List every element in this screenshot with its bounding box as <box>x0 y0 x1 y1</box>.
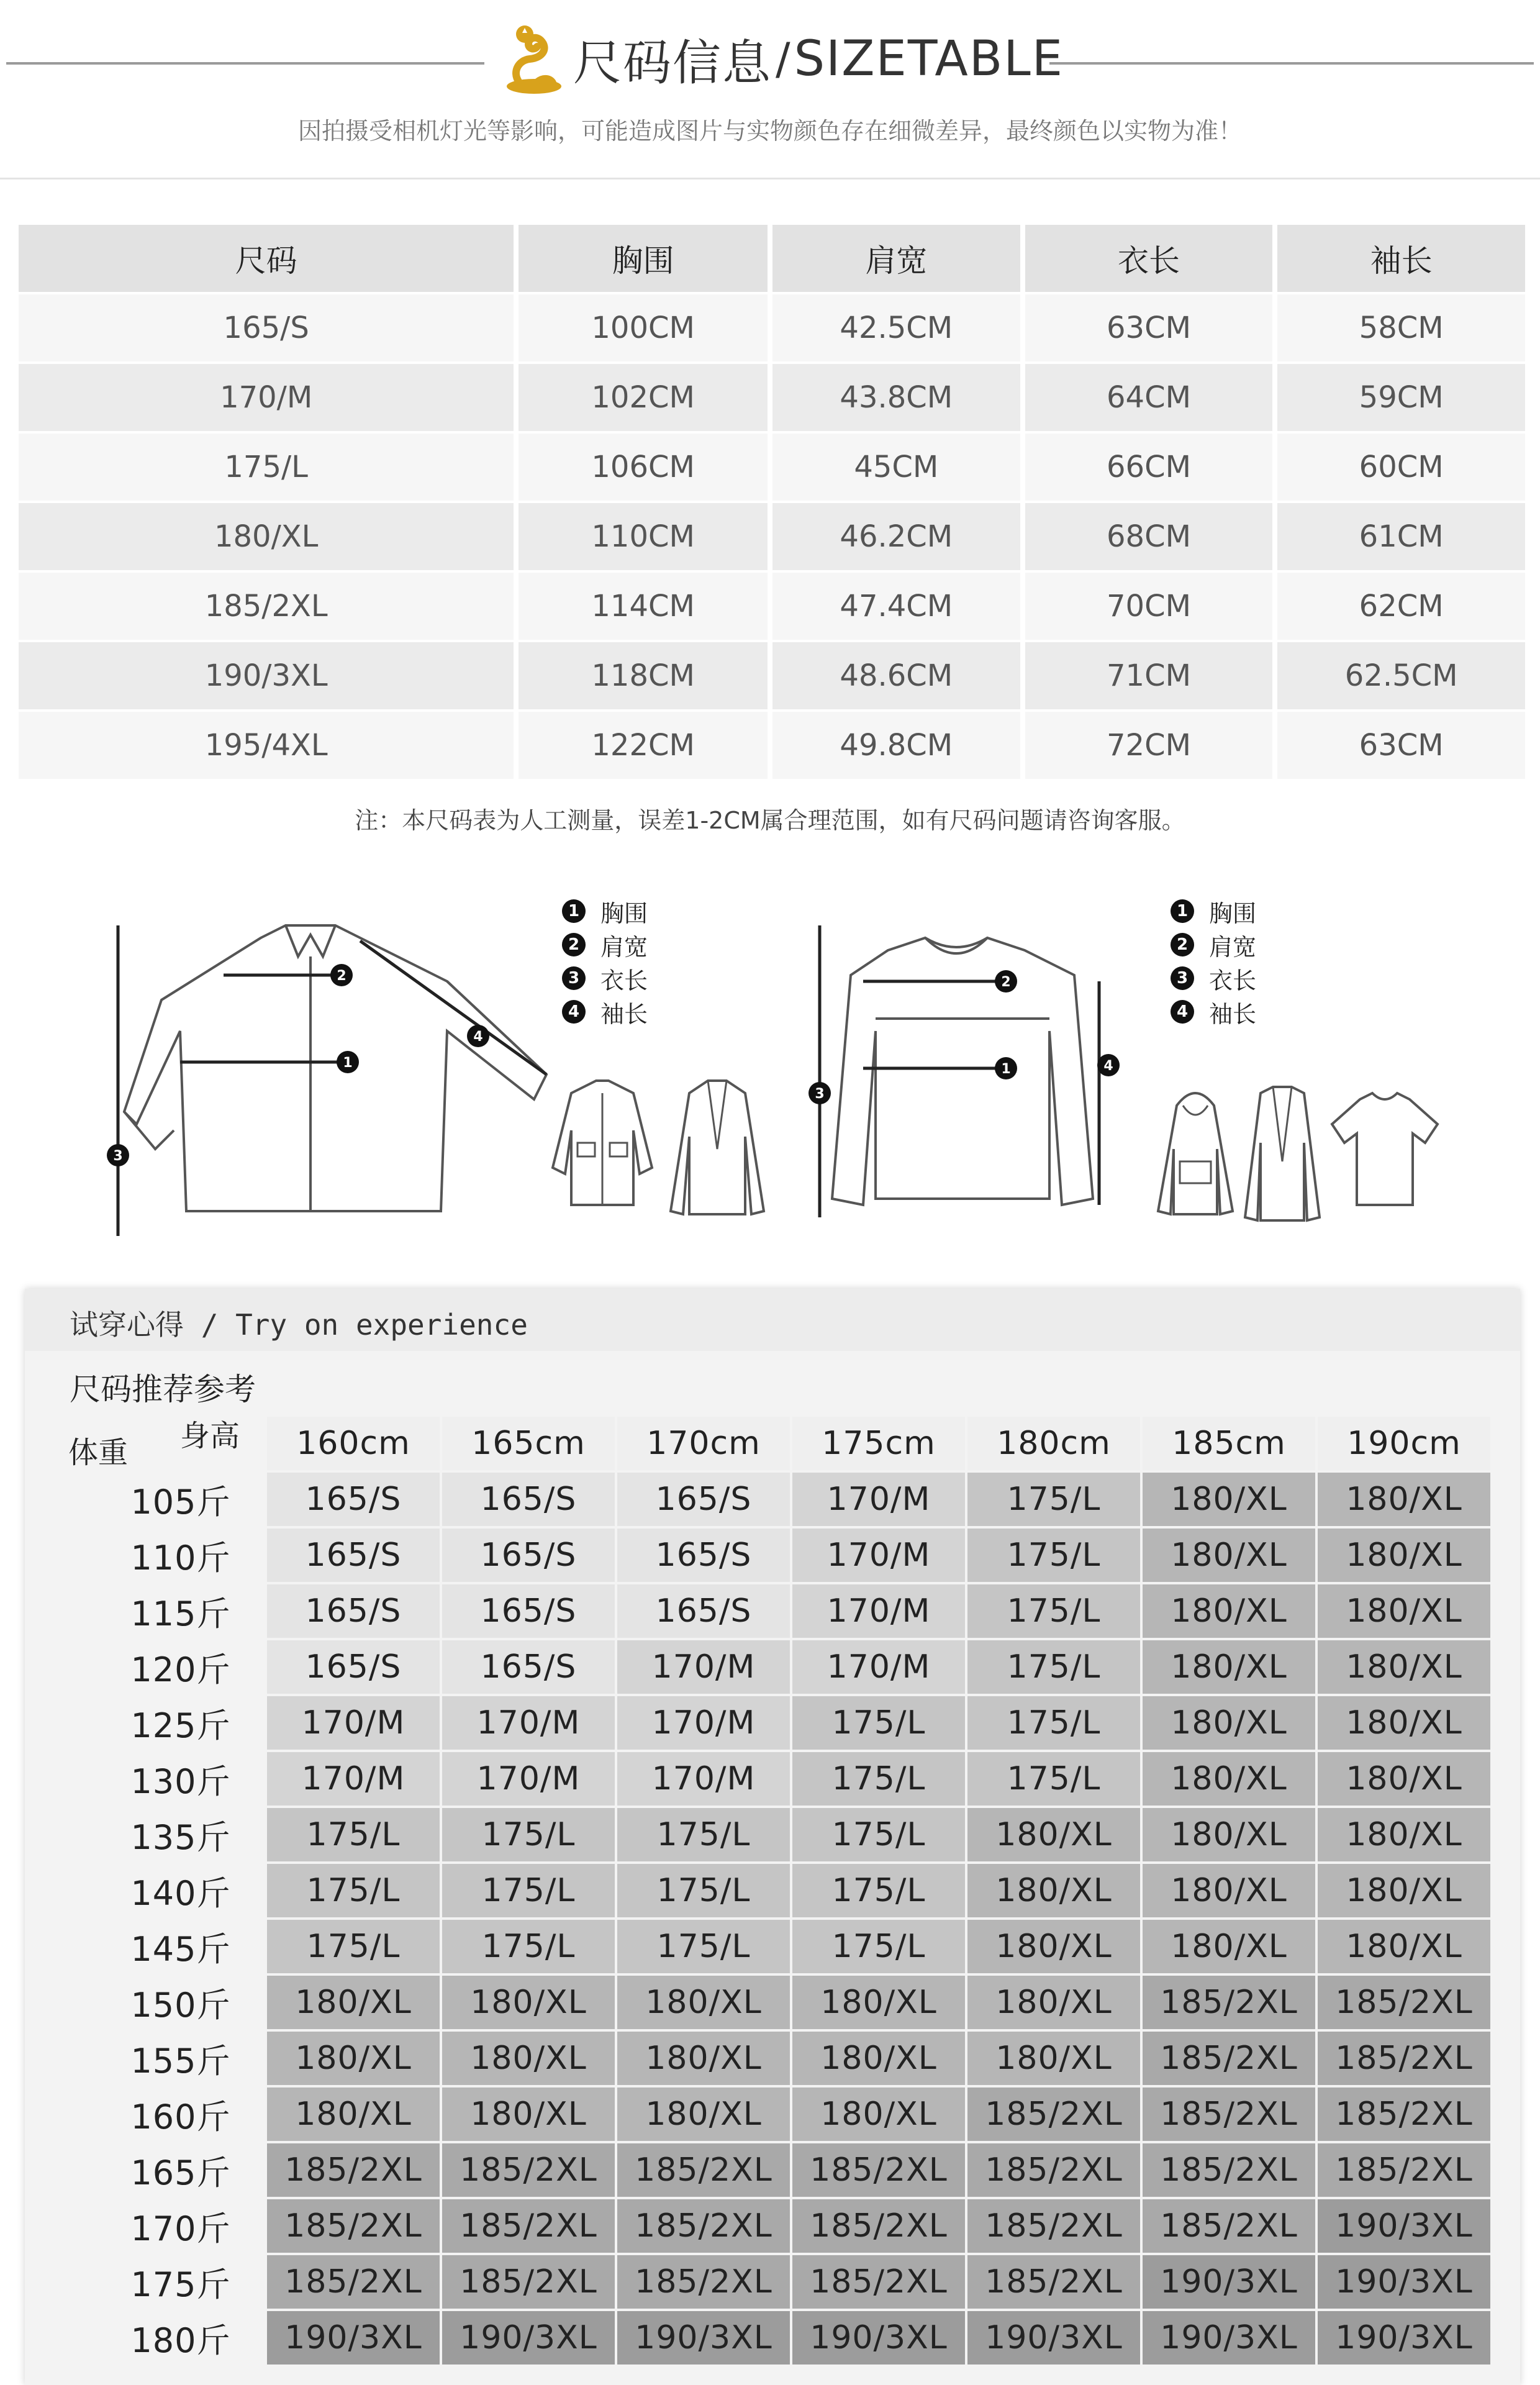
size-recommendation-cell: 175/L <box>442 1920 615 1973</box>
size-recommendation-cell: 185/2XL <box>967 2087 1140 2141</box>
number-4-icon: 4 <box>1171 1000 1194 1024</box>
legend-shirt <box>562 894 648 1029</box>
size-recommendation-cell: 180/XL <box>1318 1920 1490 1973</box>
size-recommendation-cell: 165/S <box>617 1529 790 1582</box>
weight-row-label: 105斤 <box>60 1473 265 1526</box>
size-recommendation-cell: 190/3XL <box>1143 2311 1315 2365</box>
size-recommendation-cell: 180/XL <box>1143 1808 1315 1861</box>
height-column-header: 180cm <box>967 1417 1140 1470</box>
table-cell: 180/XL <box>19 503 514 570</box>
legend-label: 肩宽 <box>1209 933 1257 961</box>
size-recommendation-cell: 170/M <box>267 1752 440 1806</box>
svg-text:3: 3 <box>113 1148 123 1164</box>
size-recommendation-cell: 185/2XL <box>967 2255 1140 2309</box>
size-recommendation-cell: 170/M <box>792 1473 965 1526</box>
table-cell: 100CM <box>519 294 768 361</box>
weight-row-label: 120斤 <box>60 1640 265 1694</box>
size-recommendation-cell: 180/XL <box>267 1976 440 2029</box>
table-row <box>60 2143 1493 2199</box>
size-recommendation-cell: 185/2XL <box>1318 2087 1490 2141</box>
table-cell: 70CM <box>1025 573 1273 640</box>
size-recommendation-cell: 180/XL <box>967 1976 1140 2029</box>
tryon-subtitle: 尺码推荐参考 <box>70 1371 256 1407</box>
size-recommendation-cell: 180/XL <box>442 2087 615 2141</box>
size-recommendation-cell: 180/XL <box>1318 1864 1490 1917</box>
weight-row-label: 135斤 <box>60 1808 265 1861</box>
table-row <box>60 1864 1493 1920</box>
size-recommendation-cell: 180/XL <box>1318 1808 1490 1861</box>
table-cell: 63CM <box>1277 712 1525 779</box>
size-recommendation-cell: 165/S <box>267 1640 440 1694</box>
table-row <box>60 2255 1493 2311</box>
size-recommendation-cell: 170/M <box>617 1752 790 1806</box>
size-recommendation-cell: 175/L <box>792 1808 965 1861</box>
table-row <box>19 712 1525 781</box>
weight-row-label: 115斤 <box>60 1584 265 1638</box>
table-cell: 68CM <box>1025 503 1273 570</box>
table-cell: 170/M <box>19 364 514 431</box>
header-title <box>500 12 1064 106</box>
table-cell: 71CM <box>1025 642 1273 709</box>
table-cell: 62.5CM <box>1277 642 1525 709</box>
height-column-header: 190cm <box>1318 1417 1490 1470</box>
weight-row-label: 125斤 <box>60 1696 265 1750</box>
size-recommendation-cell: 185/2XL <box>967 2199 1140 2253</box>
table-cell: 47.4CM <box>772 573 1020 640</box>
size-recommendation-cell: 170/M <box>267 1696 440 1750</box>
size-recommendation-cell: 185/2XL <box>442 2255 615 2309</box>
size-recommendation-cell: 185/2XL <box>792 2255 965 2309</box>
size-recommendation-cell: 170/M <box>792 1640 965 1694</box>
height-column-header: 175cm <box>792 1417 965 1470</box>
svg-text:2: 2 <box>1001 974 1011 990</box>
legend-item-shoulder <box>562 928 648 961</box>
weight-row-label: 145斤 <box>60 1920 265 1973</box>
header-rule-left <box>6 62 484 65</box>
size-recommendation-cell: 175/L <box>267 1864 440 1917</box>
legend-item-sleeve <box>562 995 648 1029</box>
table-cell: 45CM <box>772 434 1020 501</box>
header-cell-length: 衣长 <box>1025 225 1273 292</box>
table-row <box>19 503 1525 573</box>
number-4-icon: 4 <box>562 1000 586 1024</box>
size-recommendation-cell: 170/M <box>442 1752 615 1806</box>
table-cell: 72CM <box>1025 712 1273 779</box>
size-recommendation-cell: 185/2XL <box>1318 1976 1490 2029</box>
size-recommendation-cell: 180/XL <box>1318 1473 1490 1526</box>
size-recommendation-cell: 180/XL <box>1143 1696 1315 1750</box>
table-cell: 195/4XL <box>19 712 514 779</box>
size-recommendation-cell: 180/XL <box>267 2087 440 2141</box>
weight-row-label: 175斤 <box>60 2255 265 2309</box>
height-column-header: 170cm <box>617 1417 790 1470</box>
size-recommendation-cell: 175/L <box>617 1920 790 1973</box>
size-recommendation-cell: 175/L <box>617 1864 790 1917</box>
sweater-diagram <box>801 907 1149 1230</box>
size-recommendation-cell: 175/L <box>967 1640 1140 1694</box>
size-recommendation-cell: 190/3XL <box>1318 2255 1490 2309</box>
table-cell: 122CM <box>519 712 768 779</box>
size-recommendation-cell: 175/L <box>792 1696 965 1750</box>
table-row <box>60 1920 1493 1976</box>
size-recommendation-cell: 175/L <box>967 1584 1140 1638</box>
height-column-header: 165cm <box>442 1417 615 1470</box>
header-rule-right <box>1049 62 1534 65</box>
height-column-header: 160cm <box>267 1417 440 1470</box>
size-recommendation-cell: 165/S <box>442 1584 615 1638</box>
table-row <box>60 1584 1493 1640</box>
size-recommendation-cell: 180/XL <box>792 2087 965 2141</box>
size-recommendation-cell: 185/2XL <box>1318 2032 1490 2085</box>
header-cell-shoulder: 肩宽 <box>772 225 1020 292</box>
svg-text:4: 4 <box>1103 1058 1113 1074</box>
number-1-icon: 1 <box>1171 899 1194 923</box>
size-recommendation-cell: 190/3XL <box>617 2311 790 2365</box>
measurement-note: 注：本尺码表为人工测量，误差1-2CM属合理范围，如有尺码问题请咨询客服。 <box>355 807 1185 834</box>
table-cell: 49.8CM <box>772 712 1020 779</box>
table-cell: 48.6CM <box>772 642 1020 709</box>
size-recommendation-cell: 180/XL <box>617 2087 790 2141</box>
table-cell: 60CM <box>1277 434 1525 501</box>
size-recommendation-cell: 185/2XL <box>442 2143 615 2197</box>
header-cell-size: 尺码 <box>19 225 514 292</box>
table-cell: 46.2CM <box>772 503 1020 570</box>
size-recommendation-cell: 175/L <box>792 1920 965 1973</box>
size-recommendation-cell: 190/3XL <box>792 2311 965 2365</box>
weight-row-label: 155斤 <box>60 2032 265 2085</box>
size-recommendation-cell: 175/L <box>792 1752 965 1806</box>
legend-label: 衣长 <box>600 966 648 994</box>
weight-row-label: 150斤 <box>60 1976 265 2029</box>
table-row <box>60 2032 1493 2087</box>
cardigan-sketch-icon <box>1239 1081 1326 1230</box>
size-recommendation-cell: 185/2XL <box>1143 2143 1315 2197</box>
number-2-icon: 2 <box>1171 933 1194 956</box>
table-cell: 106CM <box>519 434 768 501</box>
table-cell: 118CM <box>519 642 768 709</box>
tryon-title: 试穿心得 / Try on experience <box>70 1308 528 1342</box>
legend-label: 衣长 <box>1209 966 1257 994</box>
size-recommendation-cell: 185/2XL <box>792 2199 965 2253</box>
table-row <box>60 1640 1493 1696</box>
weight-row-label: 165斤 <box>60 2143 265 2197</box>
size-recommendation-cell: 180/XL <box>1318 1696 1490 1750</box>
measurement-diagram <box>0 870 1540 1242</box>
size-recommendation-cell: 180/XL <box>1318 1529 1490 1582</box>
table-cell: 102CM <box>519 364 768 431</box>
size-recommendation-cell: 190/3XL <box>967 2311 1140 2365</box>
size-recommendation-cell: 180/XL <box>1143 1473 1315 1526</box>
hoodie-sketch-icon <box>1152 1081 1239 1224</box>
table-cell: 66CM <box>1025 434 1273 501</box>
legend-item-sleeve <box>1171 995 1256 1029</box>
table-row <box>19 294 1525 364</box>
blazer-sketch-icon <box>664 1074 770 1224</box>
size-recommendation-cell: 190/3XL <box>1318 2311 1490 2365</box>
tryon-section <box>25 1289 1520 2385</box>
size-recommendation-cell: 165/S <box>617 1473 790 1526</box>
size-recommendation-cell: 185/2XL <box>792 2143 965 2197</box>
svg-text:3: 3 <box>815 1086 825 1102</box>
table-cell: 185/2XL <box>19 573 514 640</box>
jacket-sketch-icon <box>546 1074 658 1217</box>
size-recommendation-cell: 180/XL <box>1318 1584 1490 1638</box>
table-row <box>19 364 1525 434</box>
tryon-header-bar <box>25 1289 1520 1351</box>
size-recommendation-cell: 170/M <box>792 1529 965 1582</box>
size-recommendation-cell: 165/S <box>617 1584 790 1638</box>
table-row <box>60 1976 1493 2032</box>
title-separator: / <box>776 34 790 84</box>
size-recommendation-cell: 180/XL <box>267 2032 440 2085</box>
size-recommendation-cell: 185/2XL <box>267 2199 440 2253</box>
number-3-icon: 3 <box>1171 966 1194 990</box>
size-recommendation-cell: 175/L <box>267 1920 440 1973</box>
svg-text:1: 1 <box>1001 1061 1011 1077</box>
size-recommendation-cell: 190/3XL <box>267 2311 440 2365</box>
color-disclaimer: 因拍摄受相机灯光等影响，可能造成图片与实物颜色存在细微差异，最终颜色以实物为准！ <box>297 117 1242 145</box>
legend-item-length <box>562 961 648 995</box>
svg-text:4: 4 <box>473 1029 483 1045</box>
size-recommendation-cell: 190/3XL <box>442 2311 615 2365</box>
header-cell-sleeve: 袖长 <box>1277 225 1525 292</box>
size-recommendation-cell: 180/XL <box>1318 1640 1490 1694</box>
legend-label: 肩宽 <box>600 933 648 961</box>
size-recommendation-cell: 170/M <box>617 1640 790 1694</box>
size-recommendation-cell: 185/2XL <box>617 2143 790 2197</box>
table-row <box>60 1696 1493 1752</box>
shirt-diagram <box>99 888 571 1236</box>
size-recommendation-cell: 180/XL <box>792 1976 965 2029</box>
weight-row-label: 170斤 <box>60 2199 265 2253</box>
table-cell: 62CM <box>1277 573 1525 640</box>
size-recommendation-cell: 165/S <box>442 1640 615 1694</box>
size-recommendation-cell: 170/M <box>792 1584 965 1638</box>
number-3-icon: 3 <box>562 966 586 990</box>
table-row <box>19 434 1525 503</box>
weight-row-label: 130斤 <box>60 1752 265 1806</box>
height-column-header: 185cm <box>1143 1417 1315 1470</box>
size-recommendation-cell: 175/L <box>617 1808 790 1861</box>
table-cell: 165/S <box>19 294 514 361</box>
height-axis-label: 身高 <box>180 1419 240 1453</box>
legend-item-length <box>1171 961 1256 995</box>
legend-item-chest <box>1171 894 1256 928</box>
size-recommendation-cell: 185/2XL <box>267 2255 440 2309</box>
size-recommendation-cell: 185/2XL <box>617 2255 790 2309</box>
size-recommendation-cell: 185/2XL <box>1318 2143 1490 2197</box>
size-recommendation-cell: 165/S <box>442 1473 615 1526</box>
table-row <box>19 642 1525 712</box>
grid-corner <box>60 1417 265 1470</box>
table-cell: 190/3XL <box>19 642 514 709</box>
size-recommendation-cell: 185/2XL <box>1143 2087 1315 2141</box>
table-cell: 64CM <box>1025 364 1273 431</box>
size-recommendation-cell: 180/XL <box>617 2032 790 2085</box>
number-2-icon: 2 <box>562 933 586 956</box>
weight-row-label: 140斤 <box>60 1864 265 1917</box>
size-table <box>19 225 1525 781</box>
size-recommendation-cell: 165/S <box>267 1473 440 1526</box>
size-recommendation-cell: 180/XL <box>1143 1752 1315 1806</box>
table-cell: 110CM <box>519 503 768 570</box>
table-row <box>60 1529 1493 1584</box>
size-recommendation-cell: 180/XL <box>1318 1752 1490 1806</box>
legend-sweater <box>1171 894 1256 1029</box>
size-recommendation-cell: 180/XL <box>1143 1920 1315 1973</box>
size-recommendation-cell: 180/XL <box>442 2032 615 2085</box>
table-row <box>60 2199 1493 2255</box>
table-row <box>60 1473 1493 1529</box>
table-cell: 43.8CM <box>772 364 1020 431</box>
header-cell-chest: 胸围 <box>519 225 768 292</box>
title-english: SIZETABLE <box>794 31 1064 87</box>
size-recommendation-cell: 180/XL <box>617 1976 790 2029</box>
size-recommendation-cell: 175/L <box>967 1473 1140 1526</box>
size-recommendation-cell: 185/2XL <box>1143 2032 1315 2085</box>
size-recommendation-cell: 190/3XL <box>1143 2255 1315 2309</box>
svg-text:1: 1 <box>343 1055 353 1071</box>
table-cell: 59CM <box>1277 364 1525 431</box>
size-recommendation-cell: 185/2XL <box>267 2143 440 2197</box>
size-recommendation-cell: 180/XL <box>1143 1584 1315 1638</box>
size-recommendation-cell: 175/L <box>967 1696 1140 1750</box>
size-recommendation-cell: 175/L <box>442 1864 615 1917</box>
table-row <box>19 573 1525 642</box>
size-recommendation-cell: 165/S <box>267 1529 440 1582</box>
tshirt-sketch-icon <box>1329 1087 1441 1211</box>
table-cell: 63CM <box>1025 294 1273 361</box>
size-recommendation-cell: 175/L <box>792 1864 965 1917</box>
size-recommendation-cell: 185/2XL <box>967 2143 1140 2197</box>
size-recommendation-cell: 180/XL <box>967 1808 1140 1861</box>
size-recommendation-cell: 165/S <box>442 1529 615 1582</box>
size-recommendation-cell: 180/XL <box>792 2032 965 2085</box>
size-recommendation-cell: 185/2XL <box>617 2199 790 2253</box>
table-cell: 42.5CM <box>772 294 1020 361</box>
size-recommendation-cell: 180/XL <box>1143 1640 1315 1694</box>
weight-row-label: 160斤 <box>60 2087 265 2141</box>
table-cell: 61CM <box>1277 503 1525 570</box>
size-recommendation-cell: 170/M <box>617 1696 790 1750</box>
table-row <box>60 2311 1493 2367</box>
size-recommendation-cell: 170/M <box>442 1696 615 1750</box>
legend-item-chest <box>562 894 648 928</box>
size-recommendation-cell: 180/XL <box>967 1920 1140 1973</box>
size-recommendation-cell: 180/XL <box>967 1864 1140 1917</box>
size-recommendation-cell: 165/S <box>267 1584 440 1638</box>
table-cell: 58CM <box>1277 294 1525 361</box>
title-chinese: 尺码信息 <box>573 35 772 91</box>
size-recommendation-cell: 175/L <box>267 1808 440 1861</box>
legend-label: 胸围 <box>600 899 648 927</box>
size-recommendation-cell: 180/XL <box>967 2032 1140 2085</box>
number-1-icon: 1 <box>562 899 586 923</box>
size-recommendation-cell: 190/3XL <box>1318 2199 1490 2253</box>
size-recommendation-grid <box>60 1417 1493 2367</box>
page-header <box>0 0 1540 180</box>
size-recommendation-cell: 185/2XL <box>1143 2199 1315 2253</box>
table-cell: 114CM <box>519 573 768 640</box>
size-recommendation-cell: 180/XL <box>1143 1864 1315 1917</box>
weight-row-label: 110斤 <box>60 1529 265 1582</box>
size-recommendation-cell: 175/L <box>967 1529 1140 1582</box>
table-row <box>60 1808 1493 1864</box>
size-table-header-row <box>19 225 1525 294</box>
svg-text:2: 2 <box>337 968 346 984</box>
table-row <box>60 2087 1493 2143</box>
table-row <box>60 1752 1493 1808</box>
size-recommendation-cell: 180/XL <box>1143 1529 1315 1582</box>
weight-axis-label: 体重 <box>68 1435 129 1470</box>
size-recommendation-cell: 185/2XL <box>1143 1976 1315 2029</box>
size-recommendation-cell: 180/XL <box>442 1976 615 2029</box>
legend-label: 袖长 <box>1209 1000 1257 1028</box>
size-recommendation-cell: 175/L <box>442 1808 615 1861</box>
brand-logo-icon <box>500 22 568 96</box>
legend-label: 胸围 <box>1209 899 1257 927</box>
header-divider <box>0 178 1540 179</box>
weight-row-label: 180斤 <box>60 2311 265 2365</box>
legend-item-shoulder <box>1171 928 1256 961</box>
size-recommendation-cell: 185/2XL <box>442 2199 615 2253</box>
size-recommendation-cell: 175/L <box>967 1752 1140 1806</box>
height-header-row <box>60 1417 1493 1473</box>
legend-label: 袖长 <box>600 1000 648 1028</box>
table-cell: 175/L <box>19 434 514 501</box>
